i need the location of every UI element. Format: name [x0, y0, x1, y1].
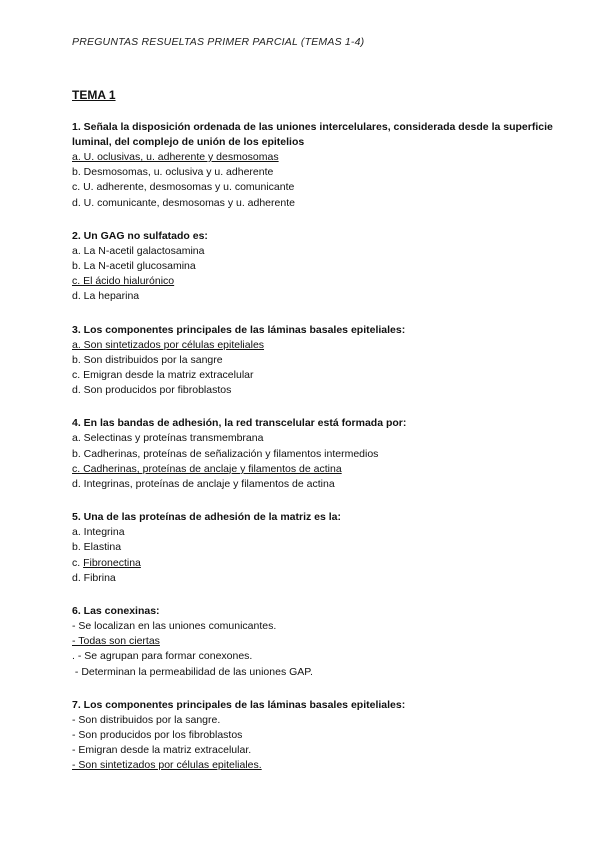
- answer-option: a. Selectinas y proteínas transmembrana: [72, 432, 264, 445]
- answer-option: d. U. comunicante, desmosomas y u. adherente: [72, 196, 295, 209]
- answer-option-correct: [72, 556, 562, 571]
- answer-option-correct: a. U. oclusivas, u. adherente y desmosomas: [72, 151, 279, 163]
- answer-option: c. U. adherente, desmosomas y u. comunicante: [72, 181, 295, 194]
- question-2: [72, 229, 562, 305]
- question-7: [72, 698, 562, 774]
- question-1: [72, 120, 562, 211]
- answer-option: a. La N-acetil galactosamina: [72, 244, 205, 257]
- answer-option: b. Cadherinas, proteínas de señalización y filamentos intermedios: [72, 447, 379, 460]
- answer-option: b. La N-acetil glucosamina: [72, 260, 196, 273]
- answer-option: - Se localizan en las uniones comunicantes.: [72, 620, 277, 633]
- answer-option: d. Son producidos por fibroblastos: [72, 384, 232, 397]
- answer-option-correct: c. Cadherinas, proteínas de anclaje y filamentos de actina: [72, 462, 342, 475]
- question-title: 5. Una de las proteínas de adhesión de la matriz es la:: [72, 511, 342, 524]
- answer-option: b. Elastina: [72, 541, 122, 554]
- underlined-answer: Fibronectina: [83, 556, 141, 569]
- question-3: [72, 323, 562, 399]
- answer-option: . - Se agrupan para formar conexones.: [72, 650, 253, 663]
- document-page: [72, 36, 562, 774]
- question-title: 1. Señala la disposición ordenada de las uniones intercelulares, considerada desde la superficie luminal, del complejo de unión de los epitelios: [72, 121, 553, 148]
- answer-option: b. Son distribuidos por la sangre: [72, 353, 223, 366]
- question-title: 6. Las conexinas:: [72, 605, 160, 618]
- answer-option-correct: - Son sintetizados por células epiteliales.: [72, 759, 262, 772]
- option-prefix: c.: [72, 556, 84, 569]
- question-5: [72, 510, 562, 586]
- answer-option: b. Desmosomas, u. oclusiva y u. adherente: [72, 166, 274, 179]
- question-title: 4. En las bandas de adhesión, la red transcelular está formada por:: [72, 417, 407, 430]
- answer-option: d. Fibrina: [72, 571, 116, 584]
- question-4: [72, 416, 562, 492]
- answer-option: - Determinan la permeabilidad de las uniones GAP.: [72, 665, 313, 678]
- question-title: 2. Un GAG no sulfatado es:: [72, 229, 208, 242]
- question-title: 3. Los componentes principales de las láminas basales epiteliales:: [72, 323, 406, 336]
- answer-option-correct: - Todas son ciertas: [72, 635, 160, 648]
- answer-option: - Son producidos por los fibroblastos: [72, 729, 243, 742]
- answer-option: - Son distribuidos por la sangre.: [72, 713, 221, 726]
- document-header: PREGUNTAS RESUELTAS PRIMER PARCIAL (TEMAS 1-4): [72, 36, 365, 48]
- answer-option: c. Emigran desde la matriz extracelular: [72, 369, 254, 382]
- section-title: TEMA 1: [72, 88, 116, 102]
- answer-option: - Emigran desde la matriz extracelular.: [72, 744, 252, 757]
- answer-option: a. Integrina: [72, 526, 125, 539]
- answer-option-correct: c. El ácido hialurónico: [72, 275, 175, 288]
- question-6: [72, 604, 562, 680]
- answer-option: d. La heparina: [72, 290, 140, 303]
- answer-option: d. Integrinas, proteínas de anclaje y filamentos de actina: [72, 478, 335, 491]
- question-title: 7. Los componentes principales de las láminas basales epiteliales:: [72, 698, 406, 711]
- answer-option-correct: a. Son sintetizados por células epiteliales: [72, 338, 265, 351]
